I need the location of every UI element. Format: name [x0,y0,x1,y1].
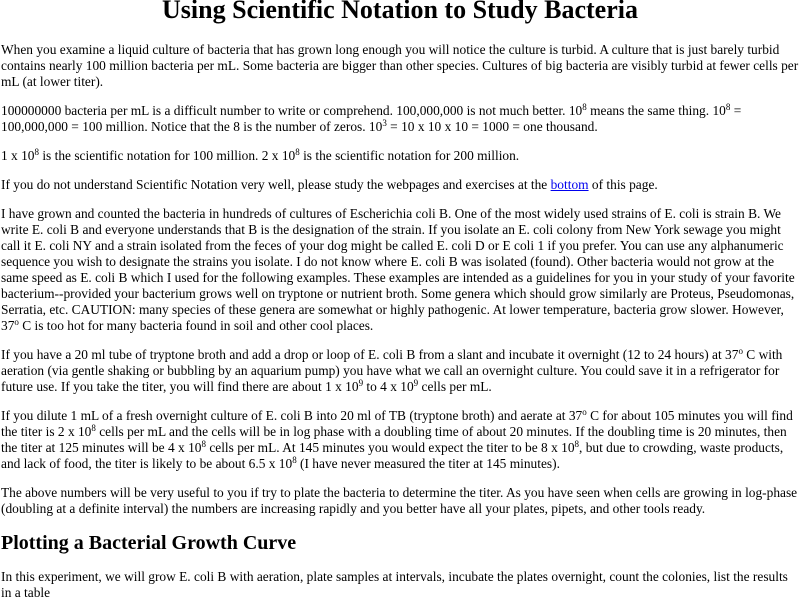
exponent: 8 [725,102,731,112]
text: cells per mL. [418,379,492,394]
paragraph-overnight-culture [1,347,799,395]
text: of this page. [588,177,658,192]
text: C for about 105 minutes you will find the titer is 2 x 10 [1,408,793,439]
bottom-link[interactable]: bottom [550,177,589,192]
text: , but due to crowding, waste products, and lack of food, the titer is likely to be about 6.5 x 10 [1,440,784,471]
section-heading-growth-curve: Plotting a Bacterial Growth Curve [1,532,297,554]
text: If you have a 20 ml tube of tryptone broth and add a drop or loop of E. coli B from a slant and incubate it overnight (12 to 24 hours) at 37 [1,347,739,362]
text: cells per mL. At 145 minutes you would expect the titer to be 8 x 10 [205,440,575,455]
exponent: 8 [91,423,96,433]
page-title: Using Scientific Notation to Study Bacteria [162,0,638,24]
degree-symbol: o [582,407,587,417]
exponent: 8 [574,439,580,449]
degree-symbol: o [14,317,19,327]
text: is the scientific notation for 100 million. 2 x 10 [38,148,296,163]
exponent: 9 [358,378,364,388]
text: means the same thing. 10 [586,103,726,118]
paragraph-plating-advice: The above numbers will be very useful to you if try to plate the bacteria to determine the titer. As you have seen when cells are growing in log-phase (doubling at a definite interval) the numbers are increasing rapidly and you better have all your plates, pipets, and other tools ready. [1,485,798,516]
text: = 100,000,000 = 100 million. Notice that the 8 is the number of zeros. 10 [1,103,742,134]
exponent: 3 [382,118,387,128]
text: to 4 x 10 [363,379,414,394]
text: 1 x 10 [1,148,35,163]
text: (I have never measured the titer at 145 minutes). [296,456,560,471]
paragraph-powers-of-ten [1,103,799,135]
text: C is too hot for many bacteria found in soil and other cool places. [18,318,374,333]
paragraph-scientific-notation [1,148,799,164]
exponent: 8 [295,147,300,157]
exponent: 8 [201,439,206,449]
text: = 10 x 10 x 10 = 1000 = one thousand. [386,119,598,134]
paragraph-log-phase [1,408,799,472]
text: C with aeration (via gentle shaking or bubbling by an aquarium pump) you have what we call an overnight culture. You could save it in a refrigerator for future use. If you take the titer, you will find there are about 1 x 10 [1,347,783,394]
exponent: 9 [413,378,419,388]
paragraph-turbidity: When you examine a liquid culture of bacteria that has grown long enough you will notice the culture is turbid. A culture that is just barely turbid contains nearly 100 million bacteria per mL. Some bacteria are bigger than other species. Cultures of big bacteria are visibly turbid at fewer cells per mL (at lower titer). [1,42,799,89]
exponent: 8 [34,147,39,157]
text: If you dilute 1 mL of a fresh overnight culture of E. coli B into 20 ml of TB (tryptone broth) and aerate at 37 [1,408,583,423]
paragraph-experiment-intro: In this experiment, we will grow E. coli B with aeration, plate samples at intervals, incubate the plates overnight, count the colonies, list the results in a table [1,569,788,600]
degree-symbol: o [738,346,743,356]
text: is the scientific notation for 200 million. [299,148,520,163]
exponent: 8 [292,455,297,465]
text: cells per mL and the cells will be in log phase with a doubling time of about 20 minutes. If the doubling time is 20 minutes, then the titer at 125 minutes will be 4 x 10 [1,424,787,455]
text: If you do not understand Scientific Notation very well, please study the webpages and exercises at the [1,177,551,192]
paragraph-ecoli-strains [1,206,799,334]
exponent: 8 [582,102,587,112]
text: I have grown and counted the bacteria in hundreds of cultures of Escherichia coli B. One of the most widely used strains of E. coli is strain B. We write E. coli B and everyone understands that B is the designation of the strain. If you isolate an E. coli colony from New York sewage you might call it E. coli NY and a strain isolated from the feces of your dog might be called E. coli D or E coli 1 if you prefer. You can use any alphanumeric sequence you wish to designate the strains you isolate. I do not know where E. coli B was isolated (found). Other bacteria would not grow at the same speed as E. coli B which I used for the following examples. These examples are intended as a guidelines for you in your study of your favorite bacterium--provided your bacterium grows well on tryptone or nutrient broth. Some genera which should grow similarly are Proteus, Pseudomonas, Serratia, etc. CAUTION: many species of these genera are somewhat or highly pathogenic. At lower temperature, bacteria grow slower. However, 37 [1,206,795,333]
text: 100000000 bacteria per mL is a difficult number to write or comprehend. 100,000,000 is not much better. 10 [1,103,583,118]
paragraph-study-hint [1,177,799,193]
